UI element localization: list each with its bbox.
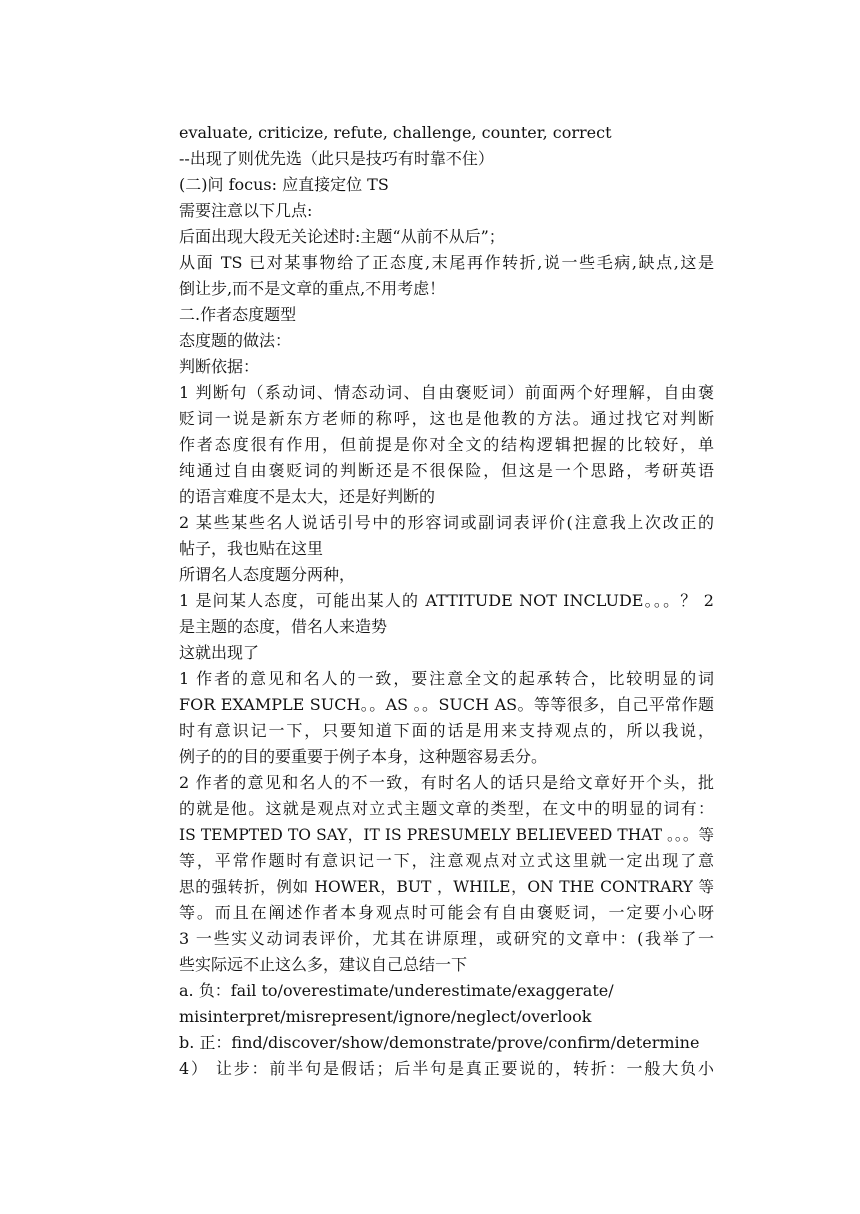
text-line: 时有意识记一下，只要知道下面的话是用来支持观点的，所以我说， — [179, 721, 714, 740]
text-line: 这就出现了 — [179, 643, 260, 662]
text-line: 态度题的做法： — [179, 331, 292, 350]
text-line: misinterpret/misrepresent/ignore/neglect/overlook — [179, 1007, 592, 1026]
text-line: 需要注意以下几点: — [179, 201, 313, 220]
text-line: 贬词一说是新东方老师的称呼，这也是他教的方法。通过找它对判断 — [179, 409, 714, 428]
text-line: 些实际远不止这么多，建议自己总结一下 — [179, 955, 468, 974]
text-line: 的语言难度不是太大，还是好判断的 — [179, 487, 436, 506]
text-line: 帖子，我也贴在这里 — [179, 539, 324, 558]
text-line: --出现了则优先选（此只是技巧有时靠不住） — [179, 149, 494, 168]
text-line: 2 某些某些名人说话引号中的形容词或副词表评价(注意我上次改正的 — [179, 513, 714, 532]
document-body — [179, 120, 714, 1082]
text-line: b. 正：find/discover/show/demonstrate/prove/confirm/determine — [179, 1033, 700, 1052]
text-line: 例子的的目的要重要于例子本身，这种题容易丢分。 — [179, 747, 548, 766]
text-line: 1 判断句（系动词、情态动词、自由褒贬词）前面两个好理解，自由褒 — [179, 383, 714, 402]
text-line: 后面出现大段无关论述时:主题“从前不从后”； — [179, 227, 505, 246]
text-line: 2 作者的意见和名人的不一致，有时名人的话只是给文章好开个头，批 — [179, 773, 714, 792]
text-line: 3 一些实义动词表评价，尤其在讲原理，或研究的文章中：(我举了一 — [179, 929, 714, 948]
text-line: FOR EXAMPLE SUCH。。AS 。。SUCH AS。等等很多，自己平常作题 — [179, 695, 714, 714]
text-line: 作者态度很有作用，但前提是你对全文的结构逻辑把握的比较好，单 — [179, 435, 714, 454]
text-line: 二.作者态度题型 — [179, 305, 297, 324]
text-line: IS TEMPTED TO SAY，IT IS PRESUMELY BELIEVEED THAT 。。。等 — [179, 826, 714, 844]
text-line: evaluate, criticize, refute, challenge, counter, correct — [179, 123, 612, 142]
text-line: 纯通过自由褒贬词的判断还是不很保险，但这是一个思路，考研英语 — [179, 461, 714, 480]
text-line: 等。而且在阐述作者本身观点时可能会有自由褒贬词，一定要小心呀 — [179, 903, 714, 922]
text-line: 等，平常作题时有意识记一下，注意观点对立式这里就一定出现了意 — [179, 851, 714, 870]
text-line: 判断依据： — [179, 357, 260, 376]
text-line: 所谓名人态度题分两种， — [179, 565, 356, 584]
text-line: 是主题的态度，借名人来造势 — [179, 617, 388, 636]
text-line: 的就是他。这就是观点对立式主题文章的类型，在文中的明显的词有： — [179, 799, 714, 818]
text-line: 倒让步,而不是文章的重点,不用考虑！ — [179, 279, 446, 298]
text-line: 4） 让步：前半句是假话；后半句是真正要说的，转折：一般大负小 — [179, 1059, 714, 1078]
text-line: 1 是问某人态度，可能出某人的 ATTITUDE NOT INCLUDE。。。？ 2 — [179, 591, 714, 610]
text-line: 思的强转折，例如 HOWER，BUT ，WHILE，ON THE CONTRARY 等 — [179, 878, 714, 896]
text-line: 1 作者的意见和名人的一致，要注意全文的起承转合，比较明显的词 — [179, 669, 714, 688]
text-line: a. 负：fail to/overestimate/underestimate/exaggerate/ — [179, 981, 614, 1000]
text-line: 从面 TS 已对某事物给了正态度,末尾再作转折,说一些毛病,缺点,这是 — [179, 253, 714, 272]
text-line: (二)问 focus: 应直接定位 TS — [179, 175, 389, 194]
